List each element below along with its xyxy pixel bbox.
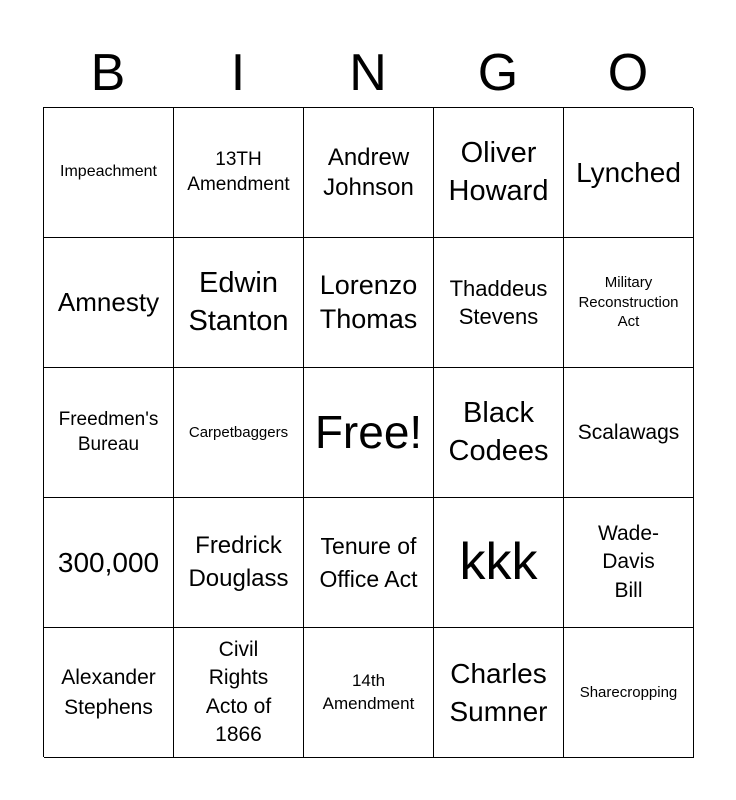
- bingo-cell[interactable]: [44, 628, 174, 758]
- bingo-cell[interactable]: [304, 238, 434, 368]
- free-space-text: Free!: [314, 406, 423, 459]
- bingo-card-grid: [43, 107, 693, 757]
- cell-text: Impeachment: [60, 163, 157, 181]
- cell-text: Carpetbaggers: [188, 423, 289, 441]
- header-letter-g: G: [477, 44, 519, 102]
- bingo-header: [43, 40, 693, 106]
- cell-text: Amnesty: [57, 287, 160, 318]
- bingo-cell[interactable]: [304, 498, 434, 628]
- bingo-cell[interactable]: [304, 628, 434, 758]
- bingo-cell[interactable]: [174, 628, 304, 758]
- bingo-cell[interactable]: [174, 368, 304, 498]
- bingo-cell[interactable]: [434, 628, 564, 758]
- bingo-cell[interactable]: [44, 368, 174, 498]
- bingo-cell[interactable]: [304, 108, 434, 238]
- cell-text: Lorenzo Thomas: [319, 269, 418, 334]
- cell-text: Alexander Stephens: [61, 666, 156, 719]
- bingo-cell free-space[interactable]: [304, 368, 434, 498]
- bingo-cell[interactable]: [174, 498, 304, 628]
- cell-text: Freedmen's Bureau: [58, 408, 159, 455]
- bingo-cell[interactable]: [564, 628, 694, 758]
- cell-text: 14th Amendment: [322, 671, 415, 713]
- header-letter-n: N: [349, 44, 387, 102]
- cell-text: Thaddeus Stevens: [449, 276, 548, 329]
- bingo-cell[interactable]: [564, 368, 694, 498]
- header-letter-b: B: [90, 44, 126, 102]
- bingo-cell[interactable]: [564, 498, 694, 628]
- bingo-cell[interactable]: [564, 108, 694, 238]
- cell-text: Military Reconstruction Act: [578, 274, 679, 331]
- bingo-cell[interactable]: [564, 238, 694, 368]
- bingo-cell[interactable]: [174, 238, 304, 368]
- cell-text: Civil Rights Acto of 1866: [205, 637, 272, 746]
- bingo-cell[interactable]: [44, 498, 174, 628]
- bingo-cell[interactable]: [44, 108, 174, 238]
- cell-text: Fredrick Douglass: [188, 532, 289, 592]
- cell-text: Sharecropping: [579, 683, 678, 701]
- cell-text: Wade-Davis Bill: [597, 521, 660, 602]
- cell-text: Black Codees: [448, 396, 549, 467]
- cell-text: Andrew Johnson: [323, 143, 414, 201]
- cell-text: Edwin Stanton: [188, 266, 289, 337]
- bingo-cell[interactable]: [434, 238, 564, 368]
- bingo-cell[interactable]: [44, 238, 174, 368]
- bingo-cell[interactable]: [434, 498, 564, 628]
- cell-text: Tenure of Office Act: [319, 533, 418, 592]
- header-letter-i: I: [230, 44, 246, 102]
- cell-text: kkk: [459, 532, 538, 591]
- bingo-cell[interactable]: [174, 108, 304, 238]
- bingo-cell[interactable]: [434, 368, 564, 498]
- cell-text: 300,000: [57, 547, 160, 578]
- cell-text: Oliver Howard: [448, 136, 549, 207]
- cell-text: Lynched: [576, 157, 681, 188]
- cell-text: Scalawags: [577, 420, 680, 444]
- cell-text: Charles Sumner: [449, 657, 548, 727]
- cell-text: 13TH Amendment: [187, 148, 290, 195]
- header-letter-o: O: [607, 44, 649, 102]
- bingo-cell[interactable]: [434, 108, 564, 238]
